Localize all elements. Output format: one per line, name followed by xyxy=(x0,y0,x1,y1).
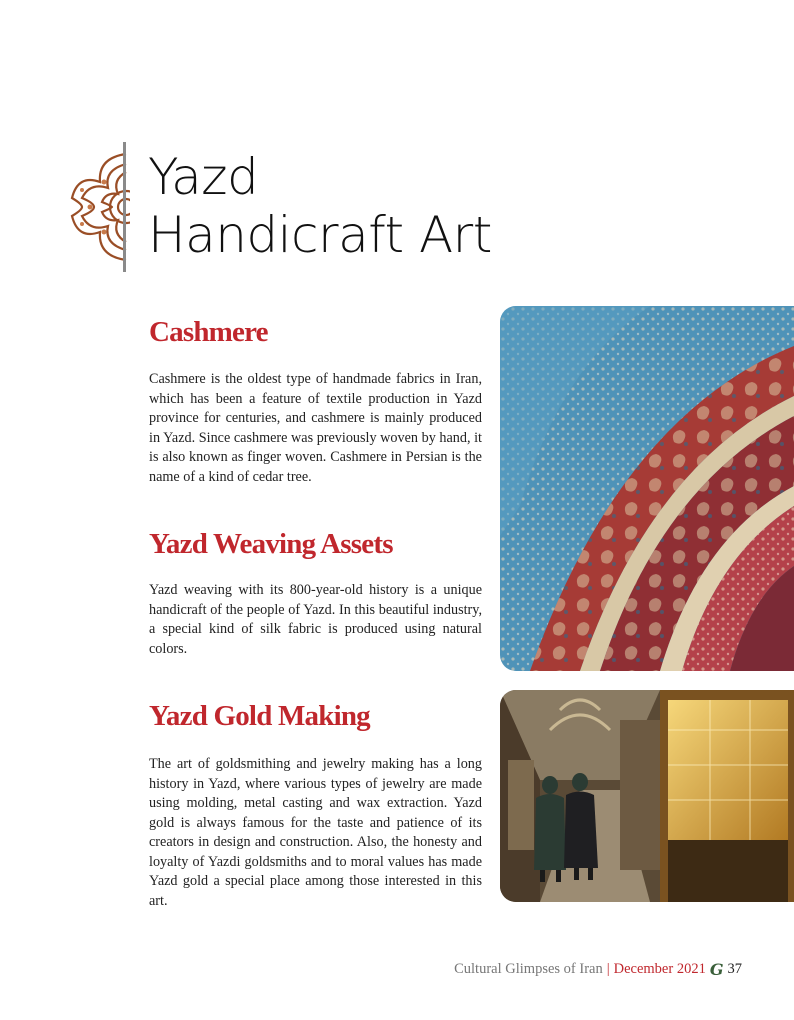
cashmere-textile-photo xyxy=(500,306,794,671)
section-body-gold: The art of goldsmithing and jewelry making has a long history in Yazd, where various types of jewelry are made using molding, metal casting and wax extraction. Yazd gold is always famous for the taste and patience of its creators in design and construction. Also, the honesty and loyalty of Yazdi goldsmiths and to moral values has made Yazd gold a special place among those interested in this art. xyxy=(149,756,482,909)
footer-separator: | xyxy=(606,961,610,977)
title-line-2: Handicraft Art xyxy=(148,206,492,264)
gold-bazaar-photo xyxy=(500,690,794,902)
magazine-logo-icon: G xyxy=(709,960,724,979)
issue-date: December 2021 xyxy=(613,961,706,977)
title-divider xyxy=(123,142,126,272)
title-line-1: Yazd xyxy=(148,148,259,206)
section-body-weaving: Yazd weaving with its 800-year-old history is a unique handicraft of the people of Yazd. In this beautiful industry, a special kind of silk fabric is produced using natural colors. xyxy=(149,582,482,657)
section-heading-weaving: Yazd Weaving Assets xyxy=(149,528,393,560)
section-heading-gold: Yazd Gold Making xyxy=(149,700,370,732)
page-footer xyxy=(454,960,742,979)
section-body-cashmere: Cashmere is the oldest type of handmade fabrics in Iran, which has been a feature of textile production in Yazd province for centuries, and cashmere is mainly produced in Yazd. Since cashmere was previously woven by hand, it is also known as finger woven. Cashmere in Persian is the name of a kind of cedar tree. xyxy=(149,371,482,485)
page-title xyxy=(148,148,492,264)
rosette-ornament-icon xyxy=(68,142,130,272)
magazine-name: Cultural Glimpses of Iran xyxy=(454,961,603,977)
page-number: 37 xyxy=(727,961,742,977)
section-heading-cashmere: Cashmere xyxy=(149,316,268,348)
